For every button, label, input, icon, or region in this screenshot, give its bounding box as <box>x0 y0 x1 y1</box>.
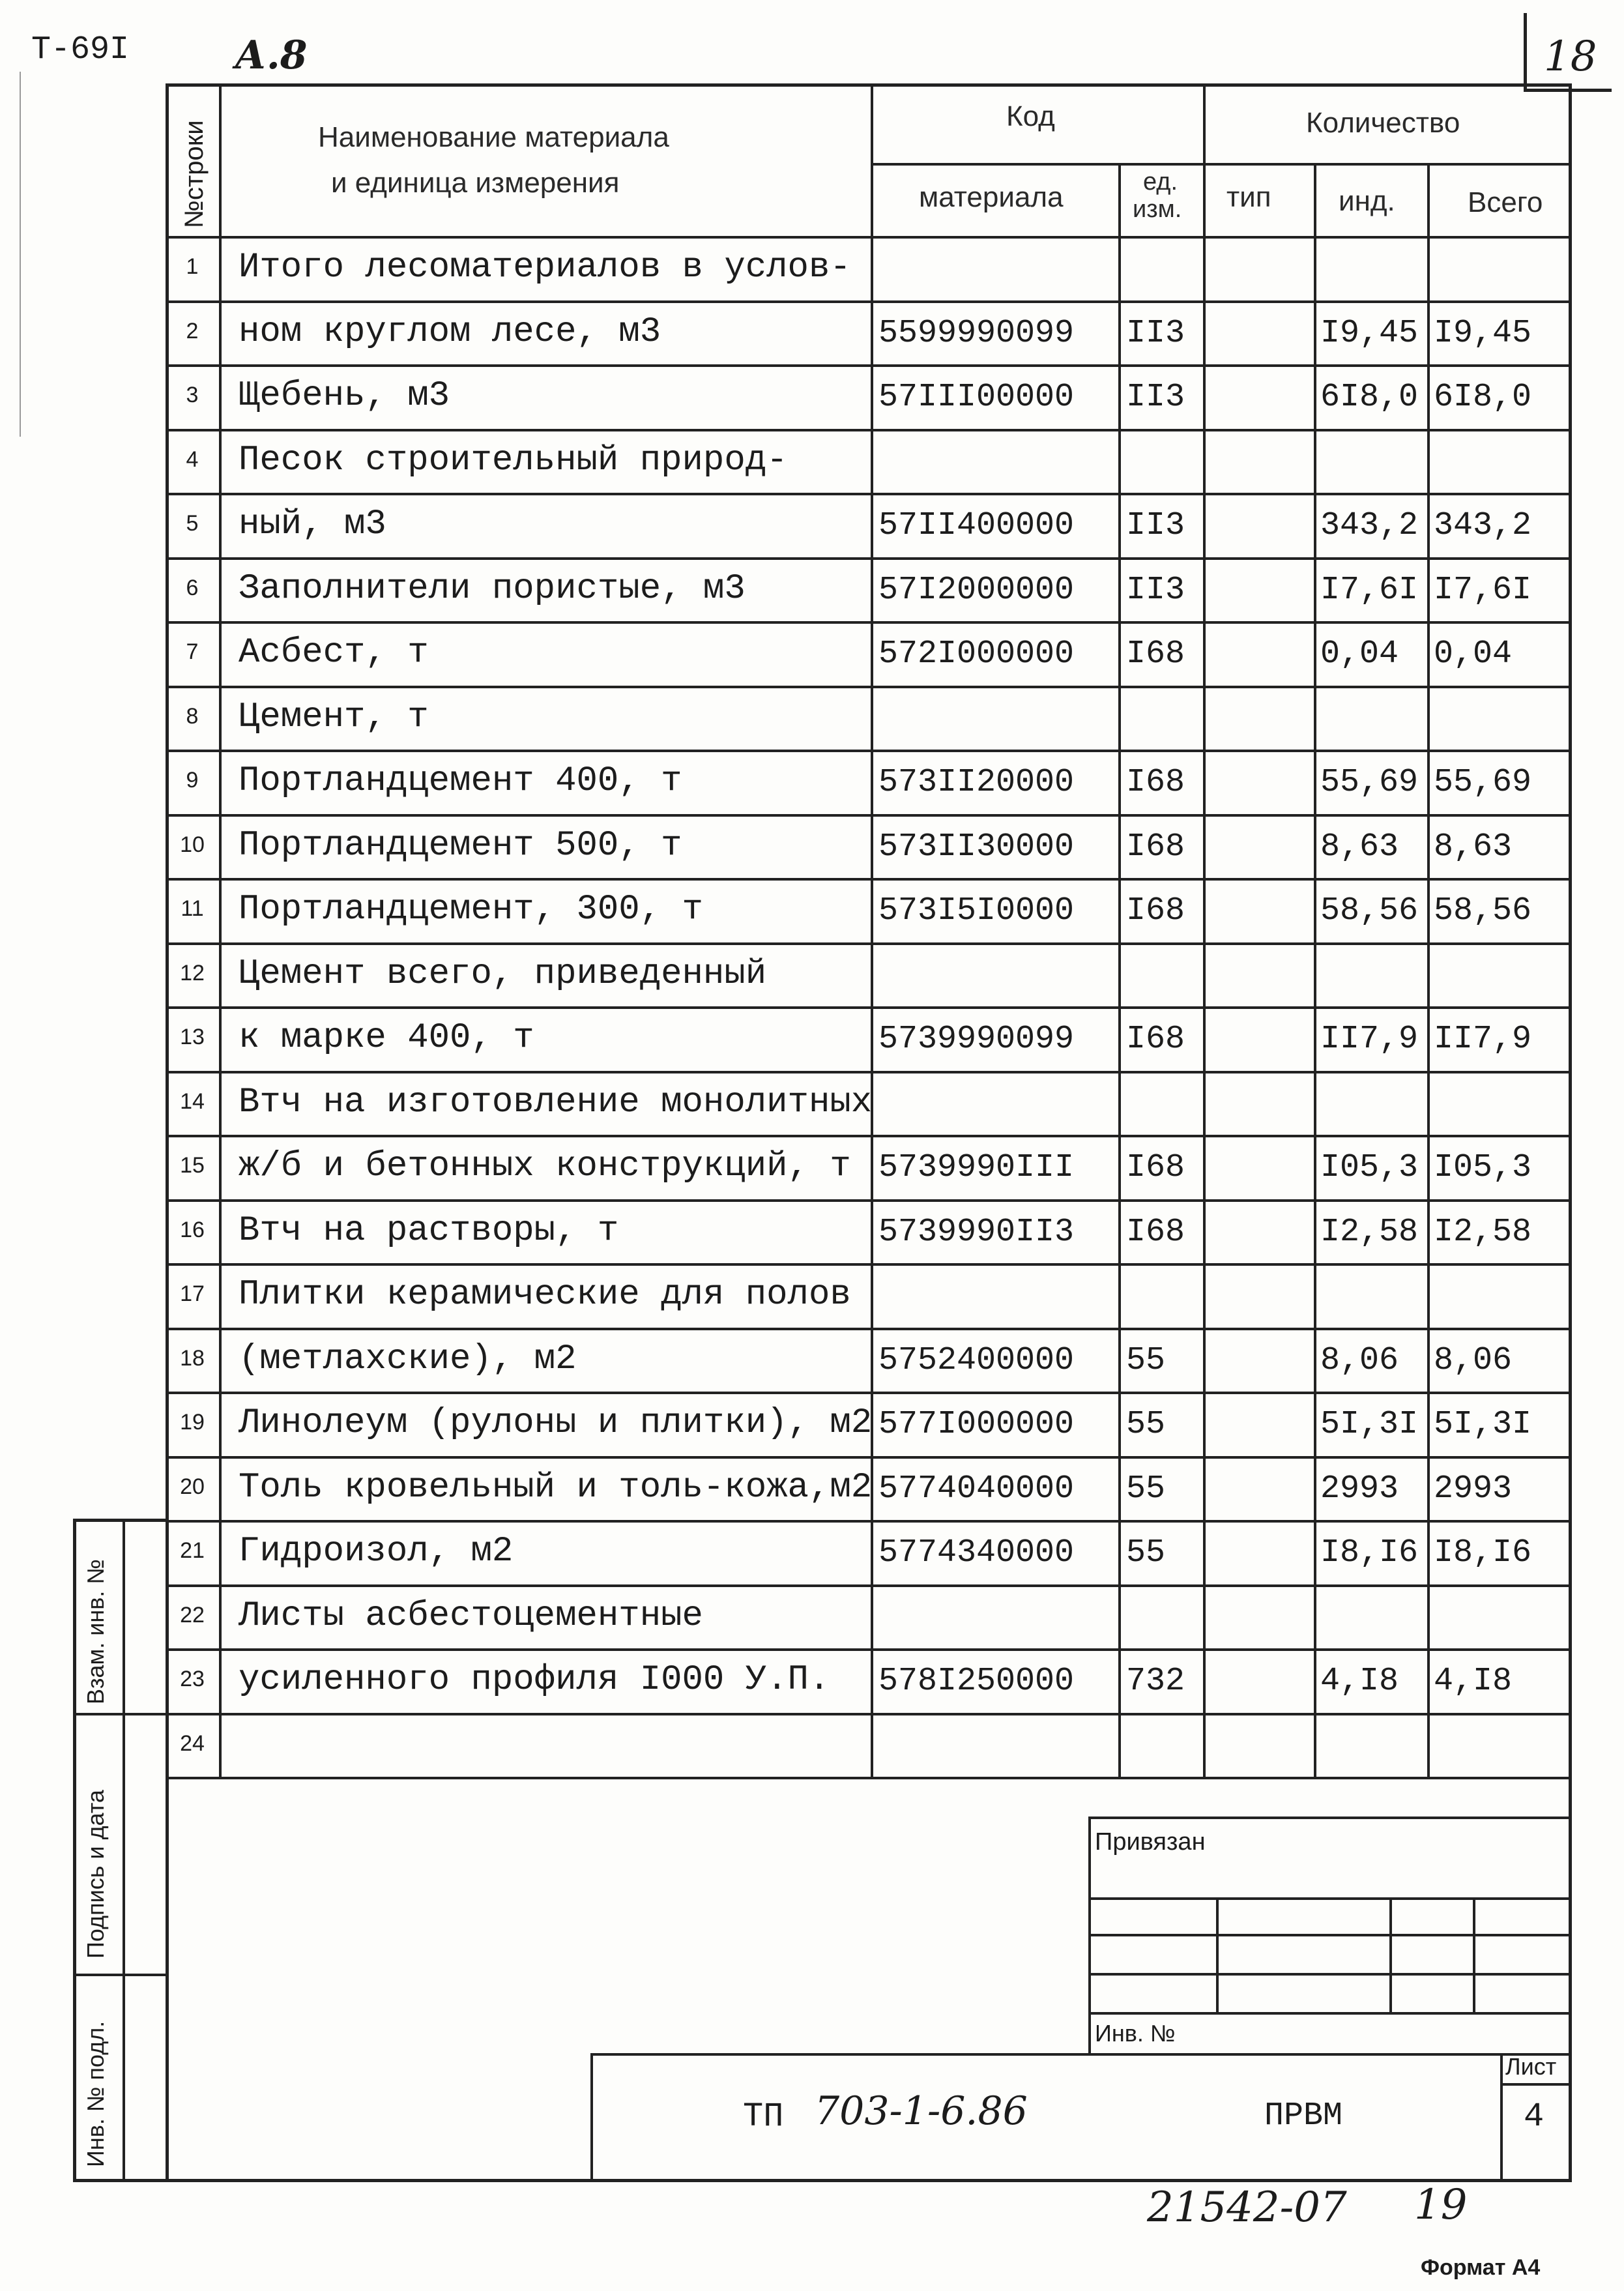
row-number: 8 <box>186 704 199 729</box>
row-name: (метлахские), м2 <box>239 1339 577 1379</box>
stamp-sign-date: Подпись и дата <box>82 1790 109 1959</box>
row-number: 12 <box>180 961 205 985</box>
page-hand-number: 19 <box>1414 2181 1468 2229</box>
row-line-8 <box>166 750 1572 752</box>
row-unit: I68 <box>1126 635 1185 673</box>
header-name-line1: Наименование материала <box>318 121 669 153</box>
row-name: Итого лесоматериалов в услов- <box>239 248 851 287</box>
row-line-1 <box>166 300 1572 303</box>
row-name: Портландцемент, 300, т <box>239 890 703 929</box>
tb-line-1 <box>1088 1897 1572 1900</box>
row-name: Гидроизол, м2 <box>239 1532 514 1571</box>
row-total: II7,9 <box>1434 1021 1532 1058</box>
row-name: усиленного профиля I000 У.П. <box>239 1660 830 1700</box>
left-margin-mark <box>20 72 21 437</box>
header-name-line2: и единица измерения <box>331 167 620 199</box>
privyazan-label: Привязан <box>1095 1828 1206 1856</box>
row-number: 19 <box>180 1410 205 1435</box>
header-code-material: материала <box>919 181 1064 213</box>
row-line-12 <box>166 1006 1572 1009</box>
row-line-23 <box>166 1713 1572 1715</box>
row-ind: I9,45 <box>1320 315 1419 352</box>
tb-col-2 <box>1389 1897 1392 2012</box>
row-name: Толь кровельный и толь-кожа,м2 <box>239 1468 873 1508</box>
row-number: 14 <box>180 1089 205 1114</box>
header-bottom-line <box>166 236 1572 239</box>
row-unit: I68 <box>1126 764 1185 801</box>
row-total: 58,56 <box>1434 892 1532 929</box>
row-name: ж/б и бетонных конструкций, т <box>239 1146 851 1186</box>
row-number: 7 <box>186 639 199 664</box>
row-line-15 <box>166 1199 1572 1202</box>
row-code: 572I000000 <box>878 635 1075 673</box>
row-unit: 55 <box>1126 1534 1166 1571</box>
stamp-inv-vzam: Взам. инв. № <box>82 1558 109 1704</box>
row-name: Плитки керамические для полов <box>239 1275 851 1315</box>
row-name: Песок строительный природ- <box>239 441 788 480</box>
row-ind: 4,I8 <box>1320 1663 1399 1700</box>
row-total: 4,I8 <box>1434 1663 1513 1700</box>
row-unit: 55 <box>1126 1406 1166 1443</box>
table-col-line-1 <box>219 83 222 1777</box>
row-number: 24 <box>180 1731 205 1756</box>
row-number: 16 <box>180 1218 205 1242</box>
row-ind: I7,6I <box>1320 572 1419 609</box>
row-code: 573I5I0000 <box>878 892 1075 929</box>
row-name: Линолеум (рулоны и плитки), м2 <box>239 1403 873 1443</box>
row-ind: I2,58 <box>1320 1214 1419 1251</box>
row-number: 11 <box>181 896 204 921</box>
tb-top-line <box>1088 1817 1572 1819</box>
row-ind: 0,04 <box>1320 635 1399 673</box>
doc-suffix: ПРВМ <box>1264 2097 1343 2135</box>
corner-code: Т-69I <box>31 31 130 68</box>
sheet-label: Лист <box>1505 2053 1557 2080</box>
row-name: Асбест, т <box>239 633 429 673</box>
row-total: 343,2 <box>1434 507 1532 544</box>
row-line-18 <box>166 1392 1572 1394</box>
row-line-22 <box>166 1648 1572 1651</box>
header-qty-type: тип <box>1226 181 1271 213</box>
side-stamp-divider-2 <box>73 1974 169 1976</box>
row-total: I8,I6 <box>1434 1534 1532 1571</box>
row-number: 1 <box>186 254 199 279</box>
row-line-9 <box>166 814 1572 817</box>
row-line-17 <box>166 1328 1572 1330</box>
row-ind: 55,69 <box>1320 764 1419 801</box>
row-number: 23 <box>180 1667 205 1691</box>
row-total: I2,58 <box>1434 1214 1532 1251</box>
row-name: Втч на растворы, т <box>239 1211 619 1251</box>
row-total: 0,04 <box>1434 635 1513 673</box>
row-code: 573II20000 <box>878 764 1075 801</box>
row-unit: I68 <box>1126 1214 1185 1251</box>
row-code: 5774040000 <box>878 1470 1075 1508</box>
row-line-20 <box>166 1520 1572 1523</box>
row-number: 2 <box>186 319 199 343</box>
row-unit: I68 <box>1126 892 1185 929</box>
tb-line-2 <box>1088 1934 1572 1936</box>
row-ind: I8,I6 <box>1320 1534 1419 1571</box>
row-unit: II3 <box>1126 507 1185 544</box>
row-unit: I68 <box>1126 1149 1185 1186</box>
row-line-24 <box>166 1777 1572 1779</box>
row-number: 6 <box>186 576 199 600</box>
row-name: Щебень, м3 <box>239 376 450 416</box>
row-code: 577I000000 <box>878 1406 1075 1443</box>
row-line-3 <box>166 429 1572 431</box>
tb-col-1 <box>1216 1897 1219 2012</box>
row-number: 18 <box>180 1346 205 1371</box>
row-ind: 2993 <box>1320 1470 1399 1508</box>
row-total: 8,63 <box>1434 828 1513 866</box>
table-col-line-5 <box>1314 163 1316 1777</box>
header-code-unit-1: ед. <box>1143 168 1178 196</box>
row-name: к марке 400, т <box>239 1018 534 1058</box>
row-code: 573II30000 <box>878 828 1075 866</box>
stamp-inv-podl: Инв. № подл. <box>82 2021 109 2167</box>
format-label: Формат А4 <box>1421 2255 1541 2280</box>
row-number: 13 <box>180 1025 205 1049</box>
doc-code-printed: ТП <box>743 2097 784 2136</box>
row-ind: II7,9 <box>1320 1021 1419 1058</box>
row-name: Втч на изготовление монолитных <box>239 1083 873 1122</box>
row-number: 10 <box>180 832 205 857</box>
row-line-14 <box>166 1135 1572 1137</box>
row-line-11 <box>166 942 1572 945</box>
handwritten-section-mark: А.8 <box>235 33 308 78</box>
table-col-line-4 <box>1203 83 1206 1777</box>
side-stamp-divider-1 <box>73 1713 169 1715</box>
row-total: 8,06 <box>1434 1342 1513 1379</box>
row-code: 57III00000 <box>878 379 1075 416</box>
header-row-number: №строки <box>180 120 209 228</box>
row-line-16 <box>166 1263 1572 1266</box>
header-code-group: Код <box>1006 100 1055 132</box>
row-unit: II3 <box>1126 379 1185 416</box>
row-code: 578I250000 <box>878 1663 1075 1700</box>
row-line-2 <box>166 364 1572 367</box>
row-ind: I05,3 <box>1320 1149 1419 1186</box>
table-col-line-3 <box>1118 163 1121 1777</box>
materials-table <box>166 83 1572 1756</box>
side-stamp-divider-v <box>123 1519 125 2182</box>
row-code: 57II400000 <box>878 507 1075 544</box>
row-unit: II3 <box>1126 572 1185 609</box>
row-total: 2993 <box>1434 1470 1513 1508</box>
row-number: 4 <box>186 447 199 472</box>
row-number: 3 <box>186 383 199 407</box>
sheet-box-divider <box>1500 2083 1572 2086</box>
row-code: 5599990099 <box>878 315 1075 352</box>
row-ind: 5I,3I <box>1320 1406 1419 1443</box>
row-number: 22 <box>180 1603 205 1627</box>
row-name: Цемент, т <box>239 697 429 737</box>
row-total: 6I8,0 <box>1434 379 1532 416</box>
row-total: I05,3 <box>1434 1149 1532 1186</box>
row-code: 5774340000 <box>878 1534 1075 1571</box>
row-code: 5739990099 <box>878 1021 1075 1058</box>
table-col-line-2 <box>871 83 873 1777</box>
row-line-4 <box>166 493 1572 495</box>
row-ind: 6I8,0 <box>1320 379 1419 416</box>
row-total: 55,69 <box>1434 764 1532 801</box>
row-number: 15 <box>180 1153 205 1178</box>
row-ind: 343,2 <box>1320 507 1419 544</box>
order-number: 21542-07 <box>1147 2183 1347 2232</box>
row-unit: 55 <box>1126 1342 1166 1379</box>
row-name: Заполнители пористые, м3 <box>239 569 746 609</box>
row-unit: 732 <box>1126 1663 1185 1700</box>
sheet-box-left <box>1500 2053 1503 2182</box>
doc-box-left <box>590 2053 593 2182</box>
tb-line-3 <box>1088 1973 1572 1976</box>
row-ind: 8,06 <box>1320 1342 1399 1379</box>
row-line-21 <box>166 1584 1572 1587</box>
doc-code-handwritten: 703-1-6.86 <box>815 2088 1028 2134</box>
row-line-19 <box>166 1456 1572 1459</box>
sheet-number-box <box>1524 13 1612 92</box>
row-line-6 <box>166 621 1572 624</box>
inv-no-label: Инв. № <box>1095 2020 1176 2047</box>
row-number: 20 <box>180 1474 205 1499</box>
tb-line-4 <box>1088 2012 1572 2015</box>
header-qty-group: Количество <box>1306 107 1460 139</box>
header-mid-line <box>871 163 1572 166</box>
row-number: 17 <box>180 1281 205 1306</box>
header-code-unit-2: изм. <box>1133 196 1182 223</box>
header-qty-ind: инд. <box>1339 185 1395 217</box>
row-unit: II3 <box>1126 315 1185 352</box>
row-name: Листы асбестоцементные <box>239 1596 703 1636</box>
row-ind: 8,63 <box>1320 828 1399 866</box>
sheet-value: 4 <box>1524 2097 1544 2136</box>
row-total: I7,6I <box>1434 572 1532 609</box>
row-line-5 <box>166 557 1572 560</box>
row-unit: 55 <box>1126 1470 1166 1508</box>
row-name: Портландцемент 500, т <box>239 826 682 866</box>
row-line-10 <box>166 878 1572 881</box>
row-total: 5I,3I <box>1434 1406 1532 1443</box>
tb-col-3 <box>1473 1897 1475 2012</box>
row-ind: 58,56 <box>1320 892 1419 929</box>
table-col-line-6 <box>1427 163 1430 1777</box>
sheet-number: 18 <box>1544 33 1597 81</box>
row-code: 57I2000000 <box>878 572 1075 609</box>
doc-box-top <box>590 2053 1572 2056</box>
row-total: I9,45 <box>1434 315 1532 352</box>
row-line-13 <box>166 1071 1572 1073</box>
row-number: 5 <box>186 511 199 536</box>
row-code: 5752400000 <box>878 1342 1075 1379</box>
row-number: 21 <box>180 1538 205 1563</box>
row-number: 9 <box>186 768 199 793</box>
row-line-7 <box>166 686 1572 688</box>
row-name: Цемент всего, приведенный <box>239 954 767 994</box>
row-unit: I68 <box>1126 828 1185 866</box>
header-qty-total: Всего <box>1468 186 1543 218</box>
row-name: ный, м3 <box>239 504 386 544</box>
row-name: ном круглом лесе, м3 <box>239 312 661 352</box>
row-code: 5739990III <box>878 1149 1075 1186</box>
row-code: 5739990II3 <box>878 1214 1075 1251</box>
row-name: Портландцемент 400, т <box>239 761 682 801</box>
row-unit: I68 <box>1126 1021 1185 1058</box>
